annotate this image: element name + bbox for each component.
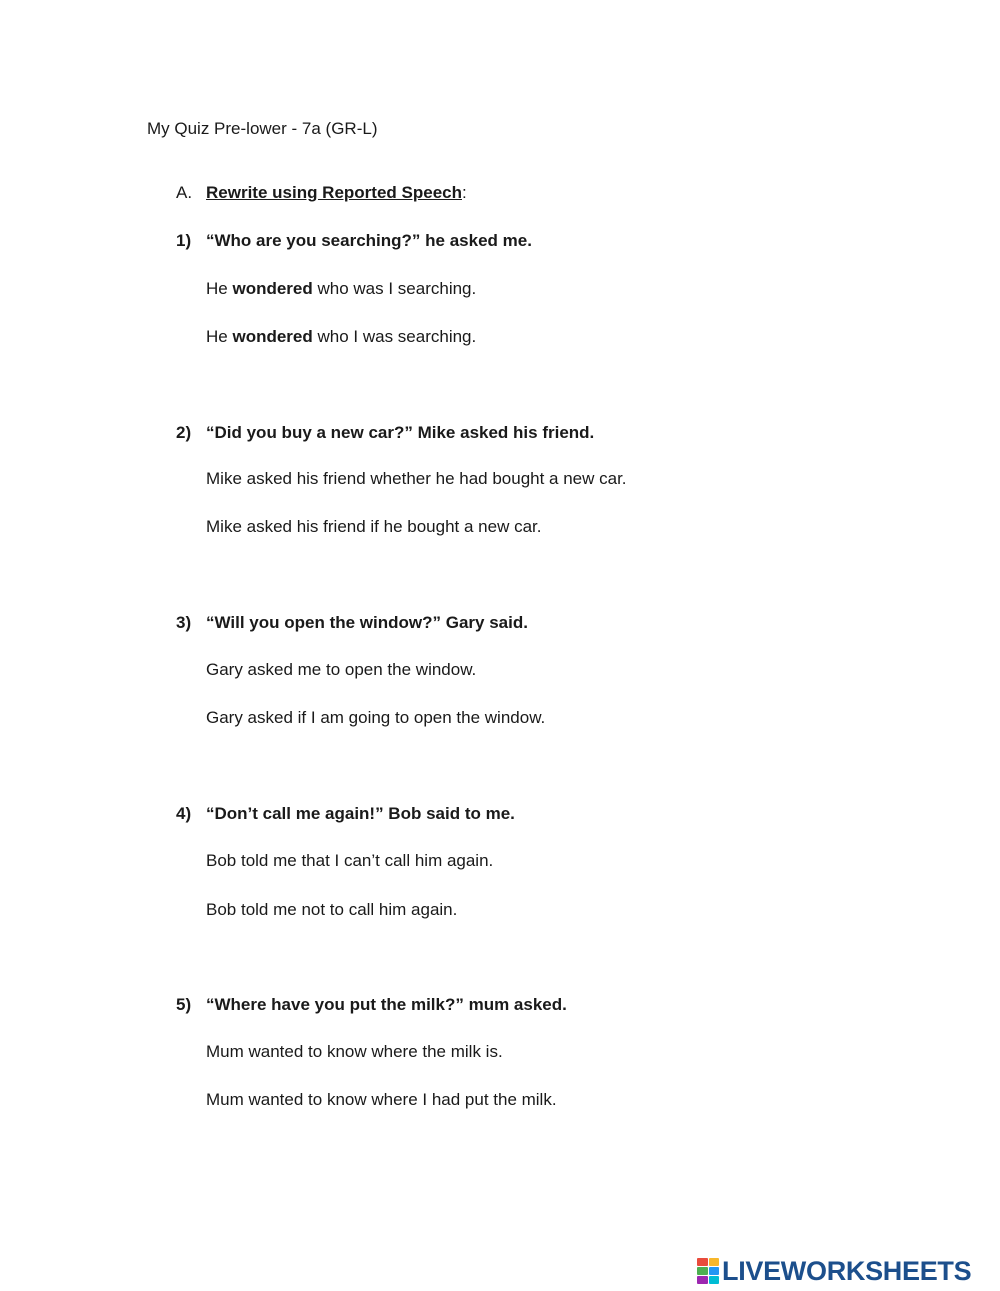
liveworksheets-logo: [697, 1254, 971, 1288]
section-heading-text: Rewrite using Reported Speech: [206, 183, 462, 202]
question-3-number: 3): [176, 613, 192, 632]
question-5-answer-1[interactable]: Mum wanted to know where the milk is.: [206, 1042, 503, 1061]
question-1-prompt: “Who are you searching?” he asked me.: [206, 231, 532, 250]
section-heading: [206, 183, 467, 203]
logo-text: LIVEWORKSHEETS: [722, 1255, 972, 1286]
question-2-answer-2[interactable]: Mike asked his friend if he bought a new car.: [206, 517, 542, 536]
question-2-prompt: “Did you buy a new car?” Mike asked his friend.: [206, 423, 595, 442]
liveworksheets-logo-icon: [697, 1258, 719, 1284]
question-3-answer-1[interactable]: Gary asked me to open the window.: [206, 660, 477, 679]
section-letter: A.: [176, 183, 193, 202]
logo-block-1: [697, 1258, 708, 1266]
question-2-number: 2): [176, 423, 192, 442]
question-1-answer-2[interactable]: He wondered who I was searching.: [206, 327, 477, 346]
question-4-prompt: “Don’t call me again!” Bob said to me.: [206, 804, 515, 823]
question-4-number: 4): [176, 804, 192, 823]
question-3-prompt: “Will you open the window?” Gary said.: [206, 613, 528, 632]
page-title: My Quiz Pre-lower - 7a (GR-L): [147, 119, 378, 138]
question-5-answer-2[interactable]: Mum wanted to know where I had put the milk.: [206, 1090, 557, 1109]
question-5-number: 5): [176, 995, 192, 1014]
question-3-answer-2[interactable]: Gary asked if I am going to open the window.: [206, 708, 546, 727]
logo-block-5: [697, 1276, 708, 1284]
logo-block-6: [709, 1276, 720, 1284]
logo-block-4: [709, 1267, 720, 1275]
question-4-answer-1[interactable]: Bob told me that I can’t call him again.: [206, 851, 494, 870]
question-1-number: 1): [176, 231, 192, 250]
question-1-answer-1[interactable]: He wondered who was I searching.: [206, 279, 477, 298]
question-2-answer-1[interactable]: Mike asked his friend whether he had bought a new car.: [206, 469, 627, 488]
logo-block-3: [697, 1267, 708, 1275]
question-4-answer-2[interactable]: Bob told me not to call him again.: [206, 900, 458, 919]
question-5-prompt: “Where have you put the milk?” mum asked.: [206, 995, 567, 1014]
logo-block-2: [709, 1258, 720, 1266]
section-heading-suffix: :: [462, 183, 467, 202]
